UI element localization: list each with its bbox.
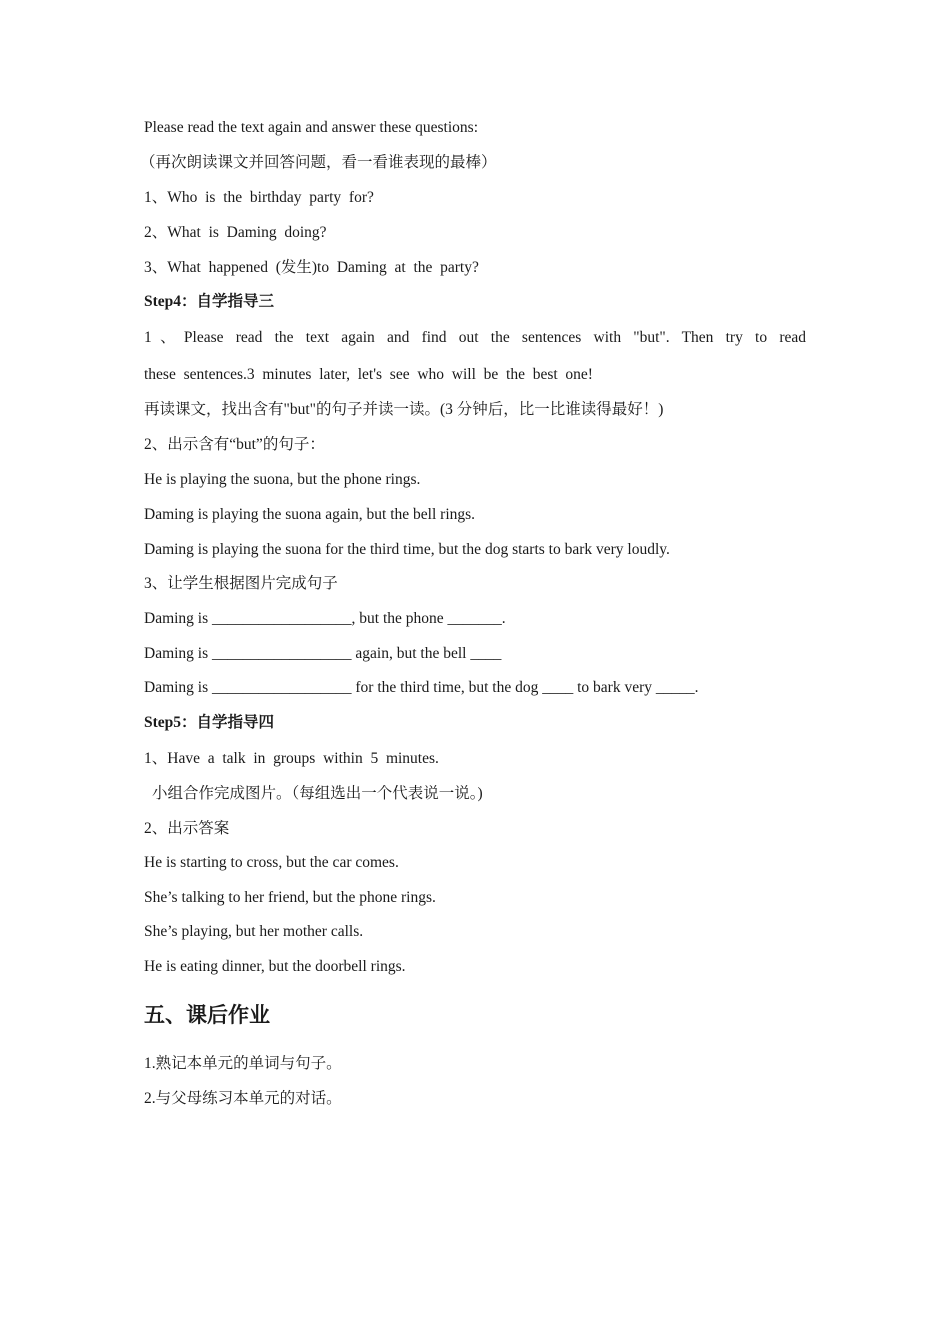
step5-item2: 2、出示答案 [144, 820, 230, 837]
step4-item3: 3、让学生根据图片完成句子 [144, 575, 338, 592]
question-1: 1、Who is the birthday party for? [144, 189, 374, 206]
answer-sentence: She’s talking to her friend, but the phone rings. [144, 889, 436, 906]
homework-item: 2.与父母练习本单元的对话。 [144, 1090, 342, 1107]
read-intro-cn: （再次朗读课文并回答问题，看一看谁表现的最棒） [140, 154, 497, 171]
question-2: 2、What is Daming doing? [144, 224, 327, 241]
fill-blank-sentence: Daming is __________________ again, but the bell ____ [144, 645, 502, 662]
step5-item1: 1、Have a talk in groups within 5 minutes. [144, 750, 439, 767]
answer-sentence: He is starting to cross, but the car comes. [144, 854, 399, 871]
answer-sentence: She’s playing, but her mother calls. [144, 923, 364, 940]
fill-blank-sentence: Daming is __________________, but the phone _______. [144, 610, 506, 627]
step5-title: Step5：自学指导四 [144, 714, 275, 731]
step5-item1-cn: 小组合作完成图片。（每组选出一个代表说一说。) [152, 785, 483, 802]
homework-title: 五、课后作业 [144, 1003, 270, 1027]
but-sentence: Daming is playing the suona for the third time, but the dog starts to bark very loudly. [144, 541, 670, 558]
homework-item: 1.熟记本单元的单词与句子。 [144, 1055, 342, 1072]
step4-title: Step4：自学指导三 [144, 293, 275, 310]
question-3: 3、What happened (发生)to Daming at the party? [144, 259, 479, 276]
but-sentence: Daming is playing the suona again, but the bell rings. [144, 506, 476, 523]
step4-item1-cn: 再读课文，找出含有"but"的句子并读一读。(3 分钟后，比一比谁读得最好！) [144, 401, 664, 418]
answer-sentence: He is eating dinner, but the doorbell rings. [144, 958, 406, 975]
read-intro: Please read the text again and answer these questions: [144, 119, 478, 136]
fill-blank-sentence: Daming is __________________ for the third time, but the dog ____ to bark very _____. [144, 679, 699, 696]
step4-item1-line2: these sentences.3 minutes later, let's see who will be the best one! [144, 366, 593, 383]
step4-item2: 2、出示含有“but”的句子： [144, 436, 325, 453]
but-sentence: He is playing the suona, but the phone rings. [144, 471, 421, 488]
step4-item1-line1: 1、Please read the text again and find out the sentences with "but". Then try to read [144, 329, 806, 346]
